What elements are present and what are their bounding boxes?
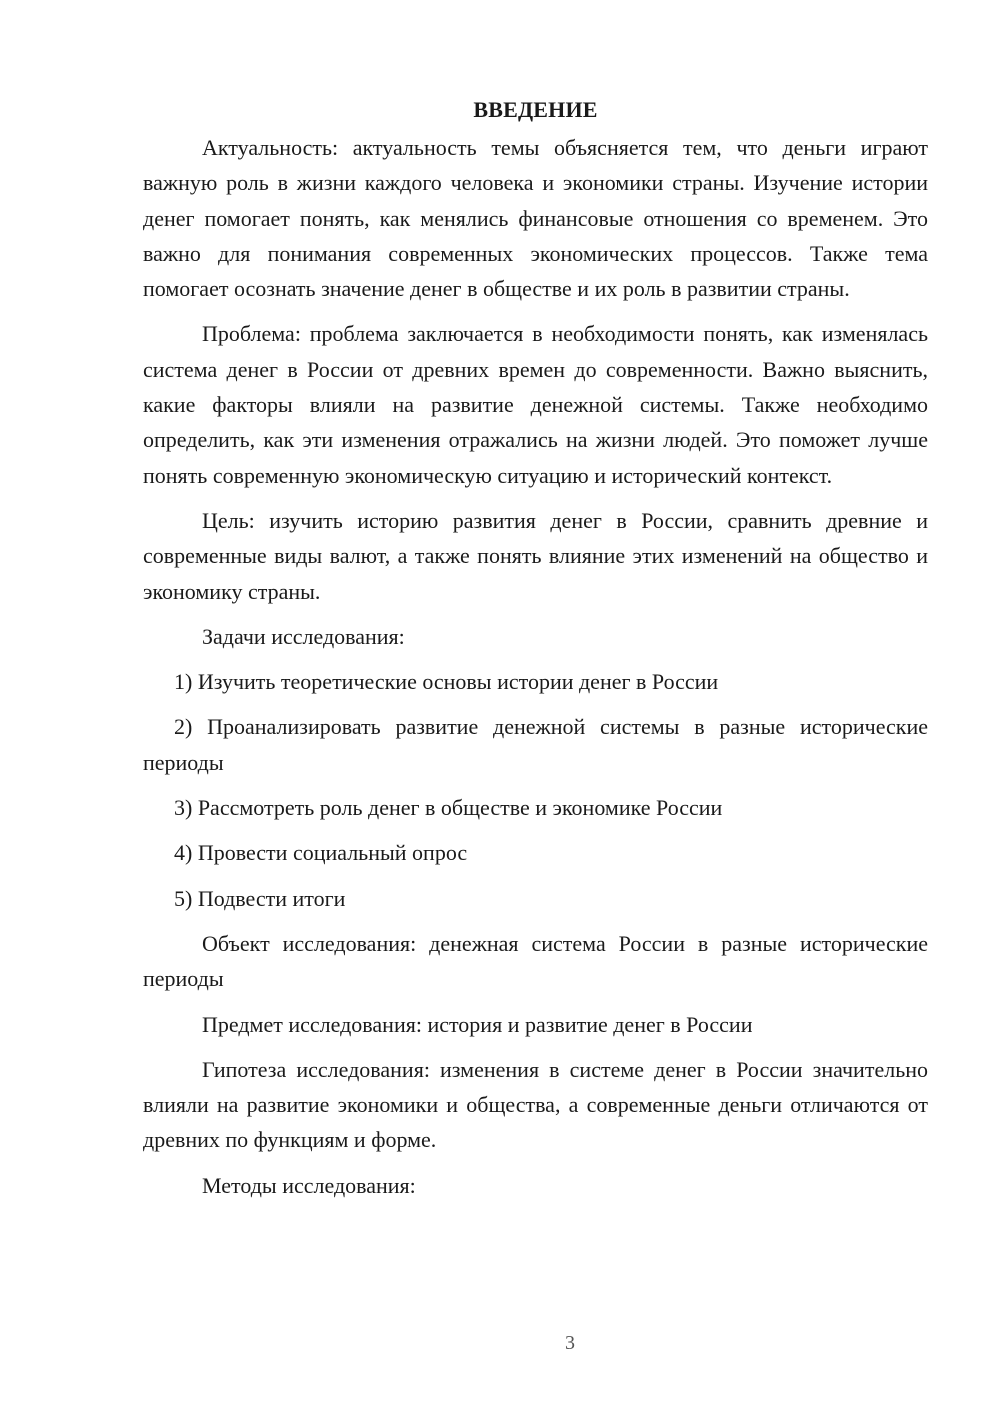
subject-paragraph: Предмет исследования: история и развитие денег в России xyxy=(202,1011,753,1037)
task-item-3: 3) Рассмотреть роль денег в обществе и экономике России xyxy=(174,795,723,821)
task-item-2: 2) Проанализировать развитие денежной системы в разные исторические периоды xyxy=(143,714,928,775)
document-page xyxy=(143,92,928,1213)
object-paragraph: Объект исследования: денежная система России в разные исторические периоды xyxy=(143,930,928,992)
task-item-1: 1) Изучить теоретические основы истории денег в России xyxy=(174,669,719,695)
page-number: 3 xyxy=(565,1332,575,1354)
goal-paragraph: Цель: изучить историю развития денег в России, сравнить древние и современные виды валют, а также понять влияние этих изменений на общество и экономику страны. xyxy=(143,507,928,604)
tasks-heading: Задачи исследования: xyxy=(202,623,405,649)
task-item-4: 4) Провести социальный опрос xyxy=(174,840,468,866)
methods-heading: Методы исследования: xyxy=(202,1172,416,1198)
task-item-5: 5) Подвести итоги xyxy=(174,885,346,911)
problem-paragraph: Проблема: проблема заключается в необходимости понять, как изменялась система денег в России от древних времен до современности. Важно выяснить, какие факторы влияли на развитие денежной системы. Также необходимо определить, как эти изменения отражались на жизни людей. Это поможет лучше понять современную экономическую ситуацию и исторический контекст. xyxy=(143,321,928,488)
hypothesis-paragraph: Гипотеза исследования: изменения в системе денег в России значительно влияли на развитие экономики и общества, а современные деньги отличаются от древних по функциям и форме. xyxy=(143,1056,928,1153)
relevance-paragraph: Актуальность: актуальность темы объясняется тем, что деньги играют важную роль в жизни каждого человека и экономики страны. Изучение истории денег помогает понять, как менялись финансовые отношения со временем. Это важно для понимания современных экономических процессов. Также тема помогает осознать значение денег в обществе и их роль в развитии страны. xyxy=(143,135,928,302)
page-title: ВВЕДЕНИЕ xyxy=(473,97,598,122)
